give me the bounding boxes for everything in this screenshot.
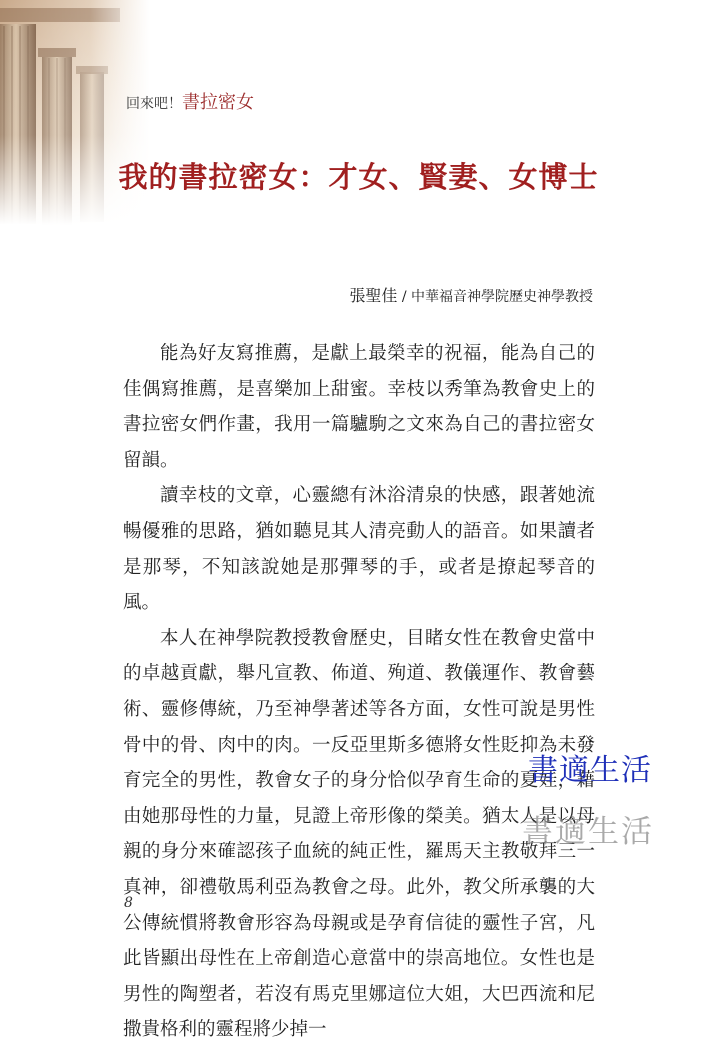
body-paragraph: 本人在神學院教授教會歷史，目睹女性在教會史當中的卓越貢獻，舉凡宣教、佈道、殉道、教儀運作、教會藝術、靈修傳統，乃至神學著述等各方面，女性可說是男性骨中的骨、肉中的肉。一反亞里斯多德將女性貶抑為未發育完全的男性，教會女子的身分恰似孕育生命的夏娃，藉由她那母性的力量，見證上帝形像的榮美。猶太人是以母親的身分來確認孩子血統的純正性，羅馬天主教敬拜三一真神，卻禮敬馬利亞為教會之母。此外，教父所承襲的大公傳統慣將教會形容為母親或是孕育信徒的靈性子宮，凡此皆顯出母性在上帝創造心意當中的崇高地位。女性也是男性的陶塑者，若沒有馬克里娜這位大姐，大巴西流和尼撒貴格利的靈程將少掉一 bbox=[123, 627, 595, 1041]
article-title: 我的書拉密女：才女、賢妻、女博士 bbox=[118, 160, 599, 194]
series-title bbox=[126, 88, 254, 114]
author-line bbox=[349, 283, 593, 306]
author-affiliation: / 中華福音神學院歷史神學教授 bbox=[397, 289, 593, 305]
watermark-gray: 書適生活 bbox=[522, 814, 654, 850]
body-paragraph: 能為好友寫推薦，是獻上最榮幸的祝福，能為自己的佳偶寫推薦，是喜樂加上甜蜜。幸枝以秀筆為教會史上的書拉密女們作畫，我用一篇驢駒之文來為自己的書拉密女留韻。 bbox=[123, 343, 595, 471]
body-paragraph: 讀幸枝的文章，心靈總有沐浴清泉的快感，跟著她流暢優雅的思路，猶如聽見其人清亮動人的語音。如果讀者是那琴，不知該說她是那彈琴的手，或者是撩起琴音的風。 bbox=[123, 485, 595, 614]
page-number: 8 bbox=[124, 895, 133, 911]
watermark-blue: 書適生活 bbox=[528, 753, 652, 788]
author-name: 張聖佳 bbox=[349, 286, 398, 305]
article-body bbox=[123, 336, 595, 1048]
series-prefix: 回來吧！ bbox=[126, 96, 182, 112]
series-name: 書拉密女 bbox=[182, 92, 254, 113]
